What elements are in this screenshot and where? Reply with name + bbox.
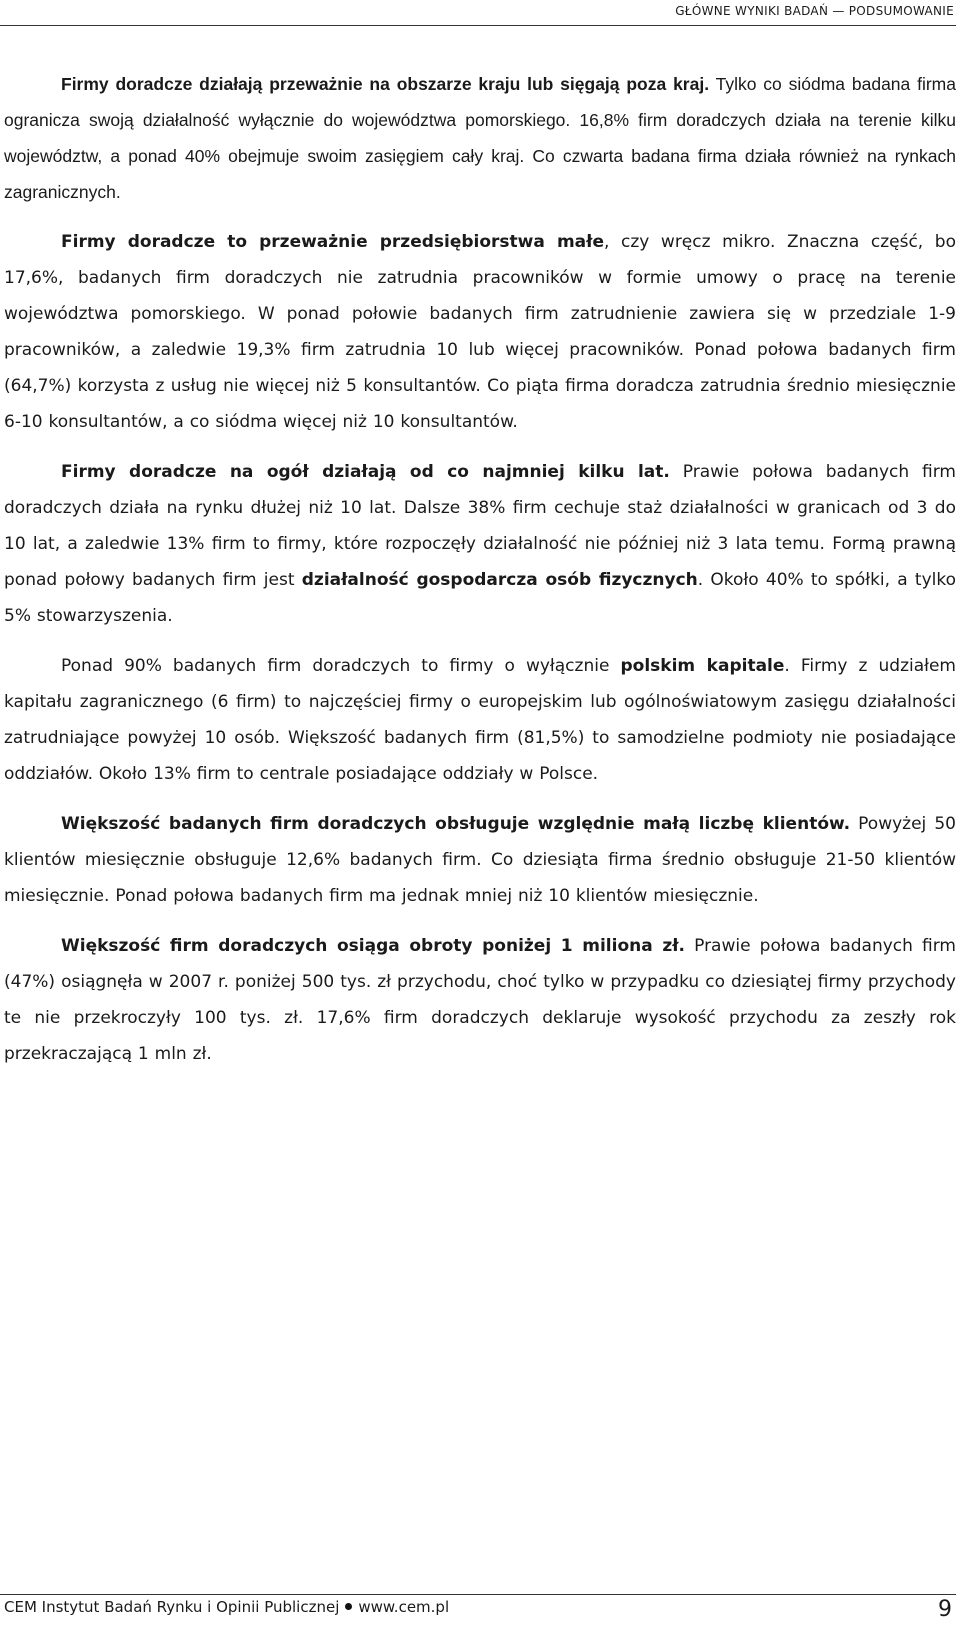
paragraph-text: Prawie połowa badanych firm doradczych działa na rynku dłużej niż 10 lat. Dalsze 38% firm cechuje staż działalności w granicach od 3 do 10 lat, a zaledwie 13% firm to firmy, które rozpoczęły działalność nie później niż 3 lata temu. Formą prawną ponad połowy badanych firm jest [4, 462, 956, 590]
bullet-icon [345, 1603, 352, 1610]
paragraph-capital [4, 648, 956, 792]
paragraph-lead: Większość firm doradczych osiąga obroty poniżej 1 miliona zł. [61, 936, 685, 956]
page-header [0, 0, 960, 30]
page-footer [0, 1586, 960, 1626]
paragraph-lead: Większość badanych firm doradczych obsługuje względnie małą liczbę klientów. [61, 814, 851, 834]
paragraph-text: Powyżej 50 klientów miesięcznie obsługuje 12,6% badanych firm. Co dziesiąta firma średnio obsługuje 21-50 klientów miesięcznie. Ponad połowa badanych firm ma jednak mniej niż 10 klientów miesięcznie. [4, 814, 956, 906]
page-number: 9 [938, 1597, 952, 1622]
paragraph-text: , czy wręcz mikro. Znaczna część, bo 17,6%, badanych firm doradczych nie zatrudnia pracowników w formie umowy o pracę na terenie województwa pomorskiego. W ponad połowie badanych firm zatrudnienie zawiera się w przedziale 1-9 pracowników, a zaledwie 19,3% firm zatrudnia 10 lub więcej pracowników. Ponad połowa badanych firm (64,7%) korzysta z usług nie więcej niż 5 konsultantów. Co piąta firma doradcza zatrudnia średnio miesięcznie 6-10 konsultantów, a co siódma więcej niż 10 konsultantów. [4, 232, 956, 432]
paragraph-text: Prawie połowa badanych firm (47%) osiągnęła w 2007 r. poniżej 500 tys. zł przychodu, choć tylko w przypadku co dziesiątej firmy przychody te nie przekroczyły 100 tys. zł. 17,6% firm doradczych deklaruje wysokość przychodu za zeszły rok przekraczającą 1 mln zł. [4, 936, 956, 1064]
paragraph-text: Tylko co siódma badana firma ogranicza swoją działalność wyłącznie do województwa pomorskiego. 16,8% firm doradczych działa na terenie kilku województw, a ponad 40% obejmuje swoim zasięgiem cały kraj. Co czwarta badana firma działa również na rynkach zagranicznych. [4, 74, 956, 202]
website-link[interactable]: www.cem.pl [358, 1598, 450, 1616]
running-title: GŁÓWNE WYNIKI BADAŃ — PODSUMOWANIE [675, 4, 954, 18]
paragraph-revenue [4, 928, 956, 1072]
document-body [4, 66, 956, 1086]
paragraph-emphasis: działalność gospodarcza osób fizycznych [301, 570, 698, 590]
paragraph-size [4, 224, 956, 440]
footer-rule [0, 1594, 956, 1595]
paragraph-clients [4, 806, 956, 914]
paragraph-lead: Firmy doradcze to przeważnie przedsiębiorstwa małe [61, 232, 604, 252]
paragraph-text-start: Ponad 90% badanych firm doradczych to firmy o wyłącznie [61, 656, 621, 676]
paragraph-text: . Firmy z udziałem kapitału zagranicznego (6 firm) to najczęściej firmy o europejskim lub ogólnoświatowym zasięgu działalności zatrudniające powyżej 10 osób. Większość badanych firm (81,5%) to samodzielne podmioty nie posiadające oddziałów. Około 13% firm to centrale posiadające oddziały w Polsce. [4, 656, 956, 784]
paragraph-lead: Firmy doradcze na ogół działają od co najmniej kilku lat. [61, 462, 670, 482]
paragraph-text-end: . Około 40% to spółki, a tylko 5% stowarzyszenia. [4, 570, 956, 626]
paragraph-lead: Firmy doradcze działają przeważnie na obszarze kraju lub sięgają poza kraj. [61, 74, 710, 94]
header-rule [0, 25, 956, 26]
paragraph-scope [4, 66, 956, 210]
footer-credit [4, 1598, 449, 1616]
publisher-name: CEM Instytut Badań Rynku i Opinii Publicznej [4, 1598, 340, 1616]
paragraph-age [4, 454, 956, 634]
paragraph-emphasis: polskim kapitale [620, 656, 785, 676]
